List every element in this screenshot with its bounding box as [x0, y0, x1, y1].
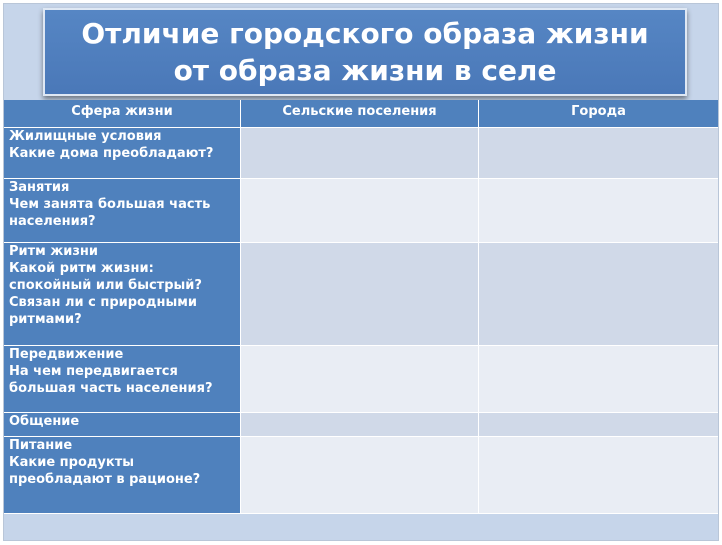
row-label	[4, 243, 241, 345]
row-label-line: Передвижение	[9, 347, 124, 362]
row-label	[4, 346, 241, 412]
row-label	[4, 128, 241, 178]
row-label-line: Какие продукты	[9, 455, 134, 470]
rural-cell[interactable]	[241, 437, 479, 513]
row-label-line: Общение	[9, 414, 80, 429]
city-cell[interactable]	[479, 179, 718, 242]
table-row	[4, 346, 718, 413]
city-cell[interactable]	[479, 243, 718, 345]
row-label-line: Питание	[9, 438, 73, 453]
row-label	[4, 413, 241, 436]
row-label-line: преобладают в рационе?	[9, 472, 201, 487]
row-label-line: населения?	[9, 214, 96, 229]
row-label-line: Жилищные условия	[9, 129, 162, 144]
city-cell[interactable]	[479, 413, 718, 436]
city-cell[interactable]	[479, 346, 718, 412]
header-city: Города	[479, 100, 718, 127]
table-row	[4, 128, 718, 179]
row-label-line: большая часть населения?	[9, 381, 213, 396]
row-label-line: Какие дома преобладают?	[9, 146, 214, 161]
rural-cell[interactable]	[241, 179, 479, 242]
rural-cell[interactable]	[241, 243, 479, 345]
table-row	[4, 179, 718, 243]
row-label-line: Чем занята большая часть	[9, 197, 211, 212]
row-label-line: Ритм жизни	[9, 244, 99, 259]
table-row	[4, 243, 718, 346]
row-label-line: Какой ритм жизни:	[9, 261, 154, 276]
row-label-line: Связан ли с природными	[9, 295, 197, 310]
row-label-line: спокойный или быстрый?	[9, 278, 202, 293]
slide-title: Отличие городского образа жизни от образа жизни в селе	[81, 17, 649, 87]
table-row	[4, 413, 718, 437]
table-header-row	[4, 100, 718, 128]
city-cell[interactable]	[479, 128, 718, 178]
row-label-line: На чем передвигается	[9, 364, 178, 379]
rural-cell[interactable]	[241, 346, 479, 412]
rural-cell[interactable]	[241, 413, 479, 436]
row-label	[4, 437, 241, 513]
row-label-line: Занятия	[9, 180, 70, 195]
title-box	[43, 8, 687, 96]
city-cell[interactable]	[479, 437, 718, 513]
rural-cell[interactable]	[241, 128, 479, 178]
header-rural: Сельские поселения	[241, 100, 479, 127]
comparison-table	[4, 100, 718, 514]
table-row	[4, 437, 718, 514]
header-sphere: Сфера жизни	[4, 100, 241, 127]
row-label	[4, 179, 241, 242]
row-label-line: ритмами?	[9, 312, 82, 327]
